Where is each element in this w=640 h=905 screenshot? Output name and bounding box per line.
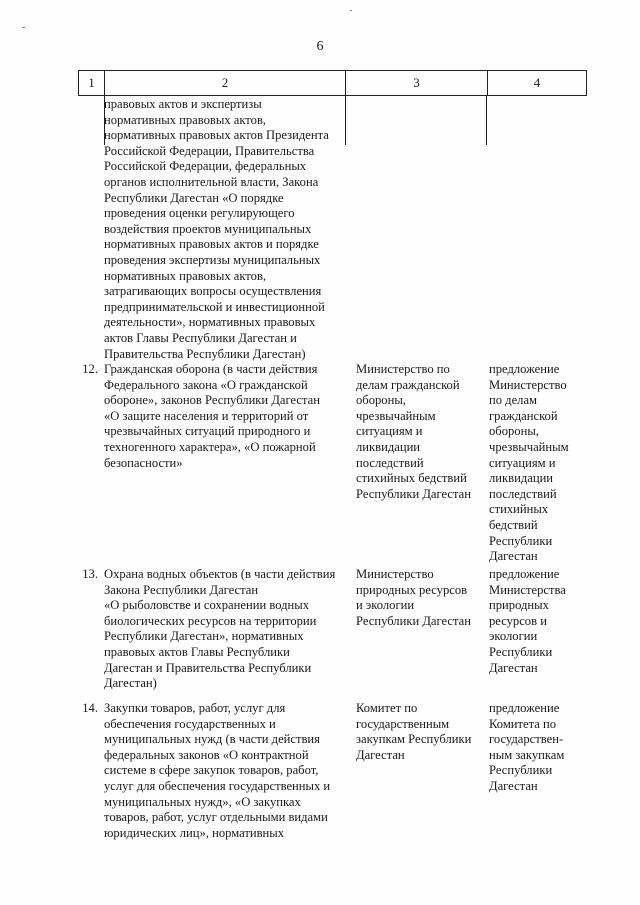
text-line: нормативных правовых актов, [104,268,267,283]
column-divider [486,95,487,145]
text-line: ресурсов и [489,613,547,628]
text-line: обороны, [489,424,539,439]
text-line: последствий [489,486,557,501]
text-line: юридических лиц», нормативных [104,825,285,840]
text-line: Республики Дагестан «О порядке [104,190,284,205]
text-line: системе в сфере закупок товаров, работ, [104,763,319,778]
text-line: экологии [489,629,538,644]
scan-speck [22,27,25,28]
text-line: чрезвычайным [489,439,569,454]
text-line: природных [489,598,549,613]
column-header-1: 1 [79,71,105,96]
text-line: обороне», законов Республики Дагестан [104,393,320,408]
text-line: Министерства [489,582,566,597]
column-header-2: 2 [105,71,346,96]
text-line: правовых актов Главы Республики [104,644,290,659]
column-header-4: 4 [488,71,587,96]
row-14-proposal [489,701,571,795]
text-line: ным закупкам [489,747,565,762]
text-line: государственным [356,716,450,731]
text-line: ситуациям и [489,455,556,470]
text-line: воздействия проектов муниципальных [104,221,312,236]
row-13-description [104,567,336,692]
text-line: муниципальных нужд (в части действия [104,732,320,747]
row-13-proposal [489,567,571,676]
text-line: затрагивающих вопросы осуществления [104,284,322,299]
text-line: органов исполнительной власти, Закона [104,174,319,189]
text-line: «О защите населения и территорий от [104,408,309,423]
text-line: техногенного характера», «О пожарной [104,439,316,454]
text-line: «О рыболовстве и сохранении водных [104,598,310,613]
text-line: ликвидации [489,471,554,486]
text-line: нормативных правовых актов, [104,112,267,127]
text-line: Дагестан [489,549,538,564]
row-number: 12. [82,362,98,376]
text-line: стихийных [489,502,549,517]
text-line: закупкам Республики [356,732,472,747]
text-line: Министерство по [356,362,450,376]
scan-speck [350,10,352,11]
text-line: Республики [489,763,553,778]
text-line: биологических ресурсов на территории [104,613,317,628]
text-line: бедствий [489,517,538,532]
text-line: муниципальных нужд», «О закупках [104,794,301,809]
text-line: чрезвычайным [356,408,436,423]
text-line: Дагестан [356,747,405,762]
continued-row-text [104,97,336,362]
text-line: Дагестан [489,778,538,793]
text-line: природных ресурсов [356,582,468,597]
text-line: Правительства Республики Дагестан) [104,346,306,361]
text-line: государствен- [489,732,564,747]
text-line: стихийных бедствий [356,471,467,486]
text-line: Федерального закона «О гражданской [104,377,308,392]
text-line: обеспечения государственных и [104,716,276,731]
text-line: по делам [489,393,538,408]
text-line: предложение [489,701,560,715]
text-line: Гражданская оборона (в части действия [104,362,318,376]
text-line: Закупки товаров, работ, услуг для [104,701,286,715]
text-line: делам гражданской [356,377,460,392]
column-header-table [78,70,587,96]
row-13-authority [356,567,472,629]
text-line: Российской Федерации, федеральных [104,159,307,174]
text-line: предпринимательской и инвестиционной [104,299,325,314]
text-line: последствий [356,455,424,470]
text-line: Комитета по [489,716,557,731]
text-line: правовых актов и экспертизы [104,97,262,111]
row-number: 14. [82,701,98,715]
text-line: Российской Федерации, Правительства [104,143,315,158]
text-line: ситуациям и [356,424,423,439]
text-line: безопасности» [104,455,183,470]
text-line: ликвидации [356,439,421,454]
text-line: Республики Дагестан [356,486,471,501]
text-line: Республики Дагестан [356,613,471,628]
text-line: Республики [489,533,553,548]
row-12-description [104,362,336,471]
text-line: актов Главы Республики Дагестан и [104,330,297,345]
row-14-description [104,701,336,841]
text-line: Республики Дагестан», нормативных [104,629,304,644]
page-number: 6 [316,39,324,54]
text-line: и экологии [356,598,415,613]
text-line: Дагестан [489,660,538,675]
row-number: 13. [82,567,98,581]
text-line: Министерство [356,567,434,581]
row-12-proposal [489,362,571,565]
text-line: Дагестан и Правительства Республики [104,660,312,675]
text-line: услуг для обеспечения государственных и [104,778,331,793]
text-line: Закона Республики Дагестан [104,582,259,597]
text-line: чрезвычайных ситуаций природного и [104,424,311,439]
column-divider [345,95,346,145]
text-line: товаров, работ, услуг отдельными видами [104,810,328,825]
text-line: деятельности», нормативных правовых [104,315,316,330]
text-line: предложение [489,362,560,376]
text-line: проведения оценки регулирующего [104,206,295,221]
row-14-authority [356,701,472,763]
row-12-authority [356,362,472,502]
text-line: Министерство [489,377,567,392]
text-line: Республики [489,644,553,659]
text-line: обороны, [356,393,406,408]
column-header-3: 3 [346,71,488,96]
text-line: нормативных правовых актов и порядке [104,237,319,252]
text-line: Комитет по [356,701,418,715]
text-line: федеральных законов «О контрактной [104,747,309,762]
text-line: нормативных правовых актов Президента [104,128,329,143]
text-line: гражданской [489,408,558,423]
text-line: проведения экспертизы муниципальных [104,252,321,267]
text-line: предложение [489,567,560,581]
text-line: Охрана водных объектов (в части действия [104,567,336,581]
text-line: Дагестан) [104,676,157,691]
